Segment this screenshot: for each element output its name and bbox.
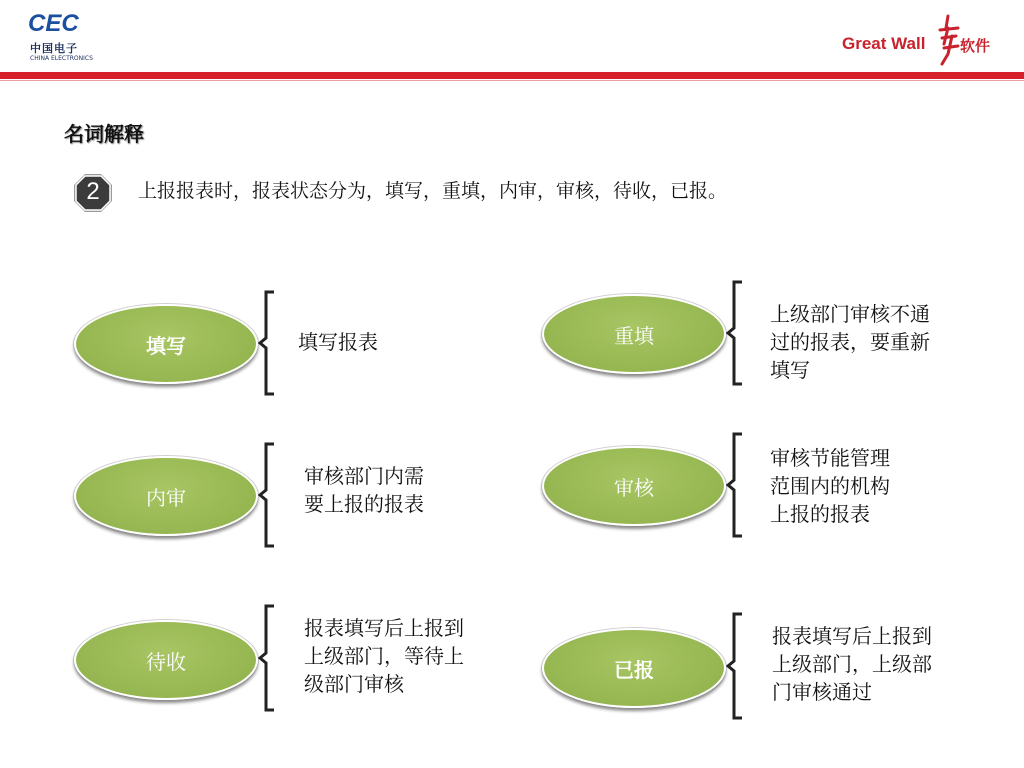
term-ellipse-fill	[74, 304, 258, 384]
term-label: 审核	[614, 475, 654, 500]
term-ellipse-refill	[542, 294, 726, 374]
brace-bracket-icon	[726, 612, 744, 720]
term-description	[770, 300, 930, 384]
term-desc-line: 要上报的报表	[304, 492, 424, 516]
term-desc-line: 审核节能管理	[770, 446, 890, 470]
brace-bracket-icon	[726, 432, 744, 538]
term-desc-line: 报表填写后上报到	[304, 616, 464, 640]
term-label: 填写	[146, 333, 186, 358]
intro-text: 上报报表时，报表状态分为，填写，重填，内审，审核，待收，已报。	[138, 180, 728, 202]
cec-logo-text: CEC	[28, 10, 79, 37]
term-desc-line: 范围内的机构	[770, 474, 890, 498]
term-description	[298, 328, 378, 356]
header-red-bar	[0, 72, 1024, 79]
term-desc-line: 填写	[770, 358, 810, 382]
brace-bracket-icon	[726, 280, 744, 386]
term-desc-line: 过的报表，要重新	[770, 330, 930, 354]
great-wall-logo-text: Great Wall	[842, 34, 926, 53]
brace-bracket-icon	[258, 604, 276, 712]
cec-logo	[28, 10, 98, 65]
term-desc-line: 报表填写后上报到	[772, 624, 932, 648]
badge-number: 2	[86, 178, 100, 205]
term-ellipse-pending	[74, 620, 258, 700]
term-ellipse-review	[542, 446, 726, 526]
term-label: 重填	[614, 323, 654, 348]
term-description	[770, 444, 890, 528]
header-red-line	[0, 80, 1024, 81]
cec-logo-en: CHINA ELECTRONICS	[30, 55, 93, 62]
cec-logo-cn: 中国电子	[30, 42, 78, 55]
brace-bracket-icon	[258, 290, 276, 396]
term-desc-line: 上级部门，上级部	[772, 652, 932, 676]
term-desc-line: 上报的报表	[770, 502, 870, 526]
term-desc-line: 门审核通过	[772, 680, 872, 704]
great-wall-logo	[842, 14, 1002, 66]
brace-bracket-icon	[258, 442, 276, 548]
number-badge	[72, 172, 114, 214]
term-desc-line: 级部门审核	[304, 672, 404, 696]
great-wall-mark-icon	[934, 14, 962, 66]
term-desc-line: 审核部门内需	[304, 464, 424, 488]
term-desc-line: 上级部门，等待上	[304, 644, 464, 668]
term-label: 内审	[146, 485, 186, 510]
term-desc-line: 填写报表	[298, 330, 378, 354]
term-description	[304, 462, 424, 518]
term-ellipse-reported	[542, 628, 726, 708]
term-description	[304, 614, 464, 698]
term-label: 待收	[146, 649, 186, 674]
term-description	[772, 622, 932, 706]
term-desc-line: 上级部门审核不通	[770, 302, 930, 326]
header-bar	[0, 0, 1024, 82]
section-title: 名词解释	[64, 122, 144, 146]
term-label: 已报	[614, 657, 654, 682]
great-wall-logo-cn: 软件	[960, 37, 991, 55]
term-ellipse-internal-review	[74, 456, 258, 536]
